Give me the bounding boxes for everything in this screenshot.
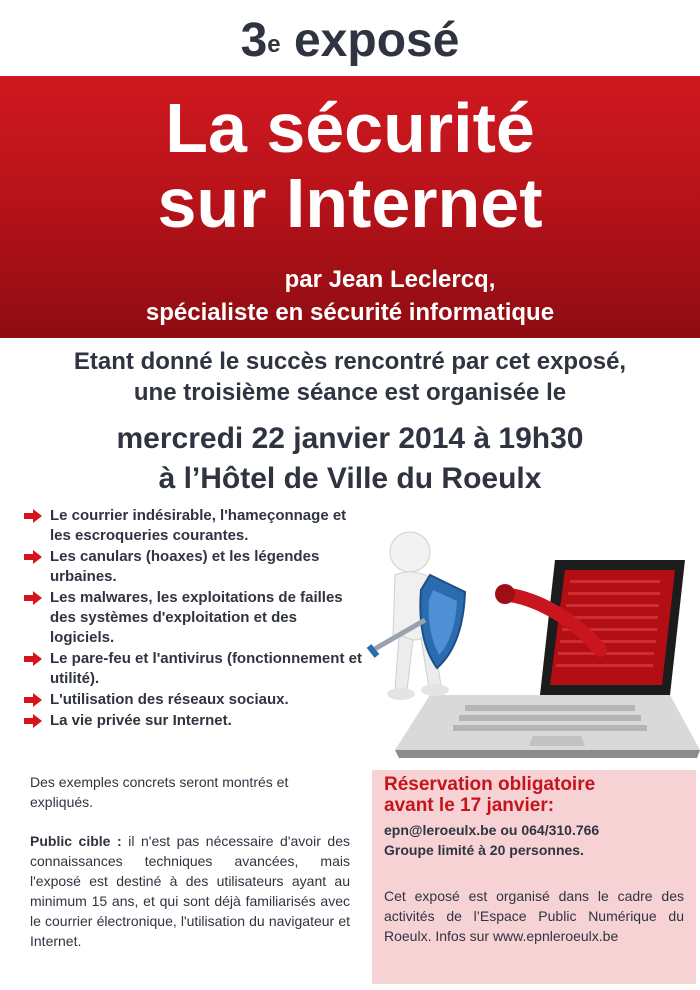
expose-number-title: 3e exposé (240, 14, 460, 67)
reservation-title: Réservation obligatoire avant le 17 janvier: (384, 774, 596, 816)
topic-item: Les malwares, les exploitations de failles des systèmes d'exploitation et des logiciels. (24, 588, 364, 648)
right-arrow-icon (24, 550, 42, 564)
reservation-contact (384, 820, 694, 860)
examples-note: Des exemples concrets seront montrés et expliqués. (30, 774, 289, 810)
topic-item: Le courrier indésirable, l'hameçonnage et les escroqueries courantes. (24, 506, 364, 546)
right-arrow-icon (24, 693, 42, 707)
speaker-name: par Jean Leclercq, (284, 266, 496, 293)
topic-item: La vie privée sur Internet. (24, 711, 364, 731)
topic-item: Les canulars (hoaxes) et les légendes urbaines. (24, 547, 364, 587)
target-audience (30, 831, 350, 951)
laptop-shield-defense-illustration (355, 500, 700, 765)
speaker-title: spécialiste en sécurité informatique (145, 299, 555, 326)
intro-line1: Etant donné le succès rencontré par cet exposé, (73, 348, 627, 375)
event-date: mercredi 22 janvier 2014 à 19h30 (116, 422, 584, 455)
target-audience-label: Public cible : (30, 833, 122, 849)
right-arrow-icon (24, 509, 42, 523)
group-limit: Groupe limité à 20 personnes. (384, 842, 584, 858)
topic-item: L'utilisation des réseaux sociaux. (24, 690, 364, 710)
organizer-note: Cet exposé est organisé dans le cadre des activités de l’Espace Public Numérique du Roeulx. Infos sur www.epnleroeulx.be (384, 888, 684, 944)
reservation-email-phone[interactable]: epn@leroeulx.be ou 064/310.766 (384, 822, 600, 838)
event-place: à l’Hôtel de Ville du Roeulx (158, 462, 542, 495)
reservation-box (372, 770, 696, 984)
target-audience-text: il n'est pas nécessaire d'avoir des connaissances techniques avancées, mais l'exposé est destiné à des utilisateurs ayant au minimum 15 ans, et qui sont déjà familiarisés avec le courrier électronique, l'utilisation du navigateur et Internet. (30, 833, 350, 949)
topic-list (24, 506, 364, 732)
intro-line2: une troisième séance est organisée le (133, 379, 567, 406)
right-arrow-icon (24, 714, 42, 728)
main-title-line2: sur Internet (157, 164, 543, 242)
right-arrow-icon (24, 591, 42, 605)
topic-item: Le pare-feu et l'antivirus (fonctionnement et utilité). (24, 649, 364, 689)
right-arrow-icon (24, 652, 42, 666)
main-title-line1: La sécurité (165, 89, 535, 167)
